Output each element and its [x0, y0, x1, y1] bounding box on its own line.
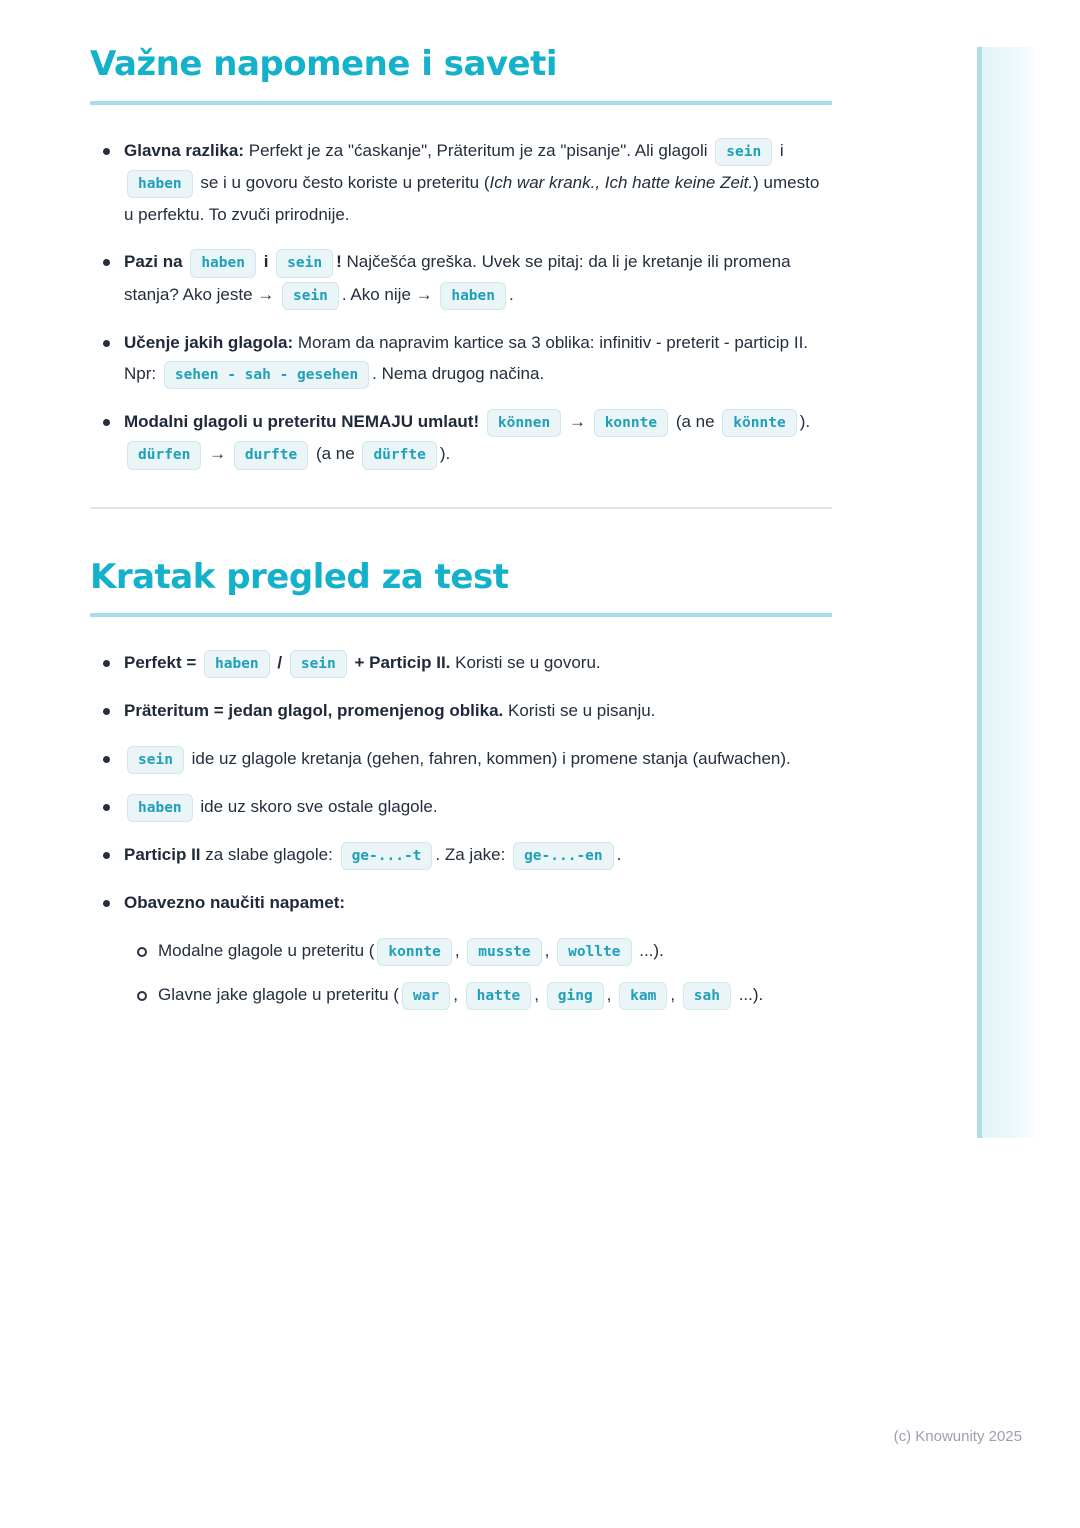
text-run: ...).	[634, 940, 664, 960]
bold-text: i	[258, 252, 274, 272]
copyright-text: (c) Knowunity 2025	[893, 1428, 1022, 1445]
bullet-item	[90, 406, 832, 470]
bullet-item	[90, 791, 832, 823]
bold-text: + Particip II.	[349, 653, 451, 673]
code-chip: kam	[619, 982, 667, 1010]
text-run: →	[204, 444, 231, 464]
bullet-item	[90, 743, 832, 775]
bullet-item	[90, 695, 832, 726]
text-run: Modalne glagole u preteritu (	[158, 940, 375, 960]
bullet-item	[90, 246, 832, 310]
text-run: . Za jake:	[435, 845, 511, 865]
section-test-overview	[90, 557, 832, 1011]
code-chip: sah	[683, 982, 731, 1010]
bold-text: Particip II	[124, 845, 201, 865]
code-chip: wollte	[557, 938, 631, 966]
text-run: . Ako nije →	[341, 284, 438, 304]
bullet-item	[90, 887, 832, 918]
code-chip: sein	[290, 650, 347, 678]
title-underline	[90, 101, 832, 105]
bullet-item	[90, 135, 832, 231]
bold-text: Perfekt =	[124, 653, 202, 673]
bullet-list	[90, 135, 832, 471]
code-chip: sein	[276, 249, 333, 277]
text-run	[479, 412, 484, 431]
text-run: Moram da napravim kartice sa 3 oblika: infinitiv - preterit - particip II. Npr:	[124, 332, 809, 384]
text-run: Koristi se u pisanju.	[503, 701, 656, 721]
text-run: . Nema drugog načina.	[372, 364, 545, 384]
text-run: ).	[439, 444, 451, 464]
bold-text: Obavezno naučiti napamet:	[124, 893, 346, 913]
bold-text: Glavna razlika:	[124, 140, 245, 160]
text-run: se i u govoru često koriste u preteritu (	[195, 172, 490, 192]
code-chip: sein	[127, 746, 184, 774]
bold-text: Präteritum = jedan glagol, promenjenog oblika.	[124, 701, 504, 721]
section-title: Kratak pregled za test	[90, 556, 509, 597]
text-run: ,	[606, 984, 617, 1004]
code-chip: musste	[467, 938, 541, 966]
section-important-notes	[90, 44, 832, 471]
sub-bullet-item	[124, 935, 832, 967]
code-chip: hatte	[466, 982, 532, 1010]
text-run: ,	[670, 984, 680, 1004]
margin-highlight-bar	[977, 47, 1037, 1138]
bullet-item	[90, 647, 832, 679]
text-run: Koristi se u govoru.	[450, 653, 601, 673]
bullet-item	[90, 327, 832, 391]
text-run: ide uz glagole kretanja (gehen, fahren, kommen) i promene stanja (aufwachen).	[186, 748, 791, 768]
text-run: ,	[534, 984, 544, 1004]
code-chip: ge-...-en	[513, 842, 614, 870]
code-chip: haben	[127, 170, 193, 198]
section-divider	[90, 507, 832, 509]
code-chip: könnte	[722, 409, 796, 437]
code-chip: haben	[440, 282, 506, 310]
code-chip: können	[487, 409, 561, 437]
code-chip: ging	[547, 982, 604, 1010]
bullet-item	[90, 839, 832, 871]
code-chip: dürfte	[362, 441, 436, 469]
section-title: Važne napomene i saveti	[90, 44, 558, 84]
text-run: ,	[453, 984, 463, 1004]
bold-text: Modalni glagoli u preteritu NEMAJU umlaut!	[124, 412, 480, 432]
bold-text: Učenje jakih glagola:	[124, 332, 294, 352]
text-run: →	[564, 412, 591, 432]
code-chip: war	[402, 982, 450, 1010]
text-run: za slabe glagole:	[200, 845, 338, 865]
code-chip: dürfen	[127, 441, 201, 469]
italic-text: Ich war krank., Ich hatte keine Zeit.	[489, 172, 754, 192]
text-run: ide uz skoro sve ostale glagole.	[195, 797, 438, 817]
bullet-list	[90, 647, 832, 1011]
code-chip: haben	[190, 249, 256, 277]
code-chip: sehen - sah - gesehen	[164, 361, 369, 389]
text-run: Perfekt je za "ćaskanje", Präteritum je za "pisanje". Ali glagoli	[244, 140, 713, 160]
text-run: Glavne jake glagole u preteritu (	[158, 984, 399, 1004]
code-chip: durfte	[234, 441, 308, 469]
sub-bullet-item	[124, 979, 832, 1011]
text-run: .	[616, 845, 622, 865]
code-chip: haben	[127, 794, 193, 822]
code-chip: konnte	[594, 409, 668, 437]
bold-text: !	[336, 252, 342, 272]
bold-text: /	[272, 653, 287, 673]
document-content	[90, 44, 832, 1023]
text-run: (a ne	[671, 412, 720, 432]
text-run: ,	[454, 940, 465, 960]
bold-text: Pazi na	[124, 252, 188, 272]
code-chip: sein	[282, 282, 339, 310]
text-run: Najčešća greška. Uvek se pitaj: da li je kretanje ili promena stanja? Ako jeste →	[124, 252, 791, 304]
code-chip: ge-...-t	[341, 842, 433, 870]
text-run: ).	[799, 412, 811, 432]
text-run: ,	[544, 940, 555, 960]
text-run: i	[775, 140, 784, 160]
title-underline	[90, 613, 832, 617]
text-run: .	[509, 284, 514, 304]
code-chip: konnte	[377, 938, 451, 966]
code-chip: sein	[715, 138, 772, 166]
text-run: (a ne	[311, 444, 360, 464]
text-run: ...).	[733, 984, 764, 1004]
text-run: ) umesto u perfektu. To zvuči prirodnije.	[124, 172, 820, 225]
code-chip: haben	[204, 650, 270, 678]
